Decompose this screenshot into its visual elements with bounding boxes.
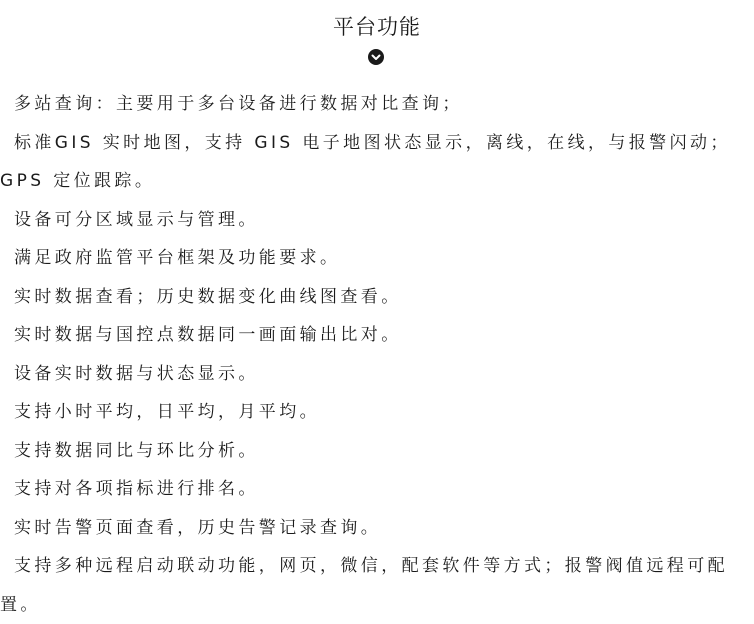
feature-item-realtime-history-view: 实时数据查看；历史数据变化曲线图查看。 (14, 286, 402, 307)
feature-item-ranking: 支持对各项指标进行排名。 (14, 479, 259, 499)
feature-item-region-management: 设备可分区域显示与管理。 (14, 209, 259, 230)
feature-item-gis-map: 标准GIS 实时地图，支持 GIS 电子地图状态显示，离线，在线，与报警闪动；GPS 定位跟踪。 (0, 132, 731, 191)
feature-item-averages: 支持小时平均，日平均，月平均。 (14, 402, 320, 422)
feature-item-yoy-mom-analysis: 支持数据同比与环比分析。 (14, 440, 259, 461)
page-title: 平台功能 (333, 15, 421, 39)
feature-item-remote-linkage: 支持多种远程启动联动功能，网页，微信，配套软件等方式；报警阀值远程可配置。 (0, 556, 728, 615)
feature-item-device-status: 设备实时数据与状态显示。 (14, 363, 259, 384)
feature-item-national-point-comparison: 实时数据与国控点数据同一画面输出比对。 (14, 325, 402, 345)
feature-item-multi-station-query: 多站查询：主要用于多台设备进行数据对比查询； (14, 94, 463, 114)
chevron-down-icon[interactable] (368, 49, 384, 65)
feature-item-alarm-view: 实时告警页面查看，历史告警记录查询。 (14, 517, 382, 538)
feature-item-government-requirements: 满足政府监管平台框架及功能要求。 (14, 248, 341, 268)
feature-list (0, 85, 750, 624)
